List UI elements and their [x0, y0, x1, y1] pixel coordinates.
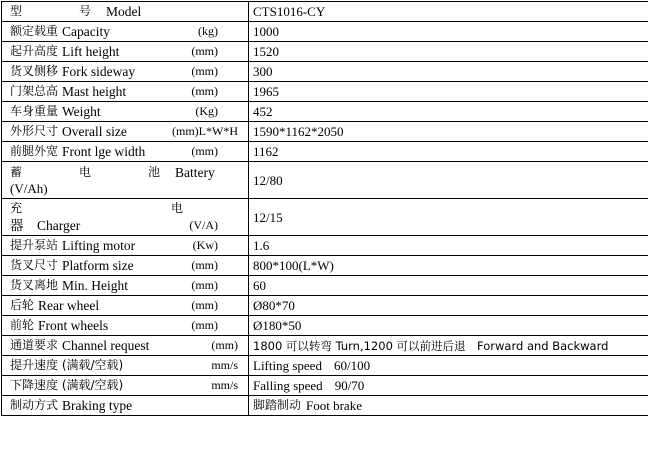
label-cn: 后轮 — [10, 298, 34, 313]
label-unit: mm/s — [211, 378, 244, 393]
label-cn: 货叉尺寸 — [10, 258, 58, 273]
row-label-front-wheels — [2, 316, 249, 336]
label-unit: (mm) — [191, 64, 244, 79]
table-row — [2, 336, 648, 356]
table-row — [2, 62, 648, 82]
label-en: Rear wheel — [38, 298, 99, 313]
table-row — [2, 256, 648, 276]
label-cn: 充 电 — [10, 201, 194, 216]
label-en: Braking type — [62, 398, 132, 413]
row-value-min-height: 60 — [249, 276, 648, 296]
row-label-lift-height — [2, 42, 249, 62]
value-cn: 脚踏制动 — [253, 398, 301, 413]
label-cn: 车身重量 — [10, 104, 58, 119]
label-unit: (mm)L*W*H — [172, 124, 244, 139]
label-unit: (Kw) — [193, 238, 244, 253]
table-row — [2, 102, 648, 122]
table-row — [2, 142, 648, 162]
label-en: Lifting motor — [62, 238, 135, 253]
label-cn: 前轮 — [10, 318, 34, 333]
row-value-platform-size: 800*100(L*W) — [249, 256, 648, 276]
table-row — [2, 122, 648, 142]
row-value-charger: 12/15 — [249, 199, 648, 236]
table-row — [2, 2, 648, 22]
label-cn: 下降速度 (满载/空载) — [10, 378, 123, 393]
row-label-battery — [2, 162, 249, 199]
row-label-mast-height — [2, 82, 249, 102]
table-row — [2, 22, 648, 42]
table-row — [2, 356, 648, 376]
label-en: Battery — [175, 165, 215, 180]
row-label-platform-size — [2, 256, 249, 276]
value-number: 90/70 — [335, 378, 365, 393]
row-value-battery: 12/80 — [249, 162, 648, 199]
row-value-rear-wheel: Ø80*70 — [249, 296, 648, 316]
row-value-braking-type — [249, 396, 648, 416]
label-cn: 外形尺寸 — [10, 124, 58, 139]
table-body — [2, 2, 648, 416]
label-en: Mast height — [62, 84, 126, 99]
row-label-front-leg-width — [2, 142, 249, 162]
label-unit: (mm) — [191, 278, 244, 293]
table-row — [2, 42, 648, 62]
label-unit: (V/Ah) — [6, 181, 244, 197]
row-label-weight — [2, 102, 249, 122]
table-row — [2, 396, 648, 416]
table-row — [2, 199, 648, 236]
table-row — [2, 162, 648, 199]
row-label-rear-wheel — [2, 296, 249, 316]
label-cn: 型 号 — [10, 4, 102, 19]
row-label-charger — [2, 199, 249, 236]
label-en: Front wheels — [38, 318, 108, 333]
row-value-front-wheels: Ø180*50 — [249, 316, 648, 336]
row-value-overall-size: 1590*1162*2050 — [249, 122, 648, 142]
label-cn: 货叉侧移 — [10, 64, 58, 79]
label-cn: 提升速度 (满载/空载) — [10, 358, 123, 373]
label-cn: 提升泵站 — [10, 238, 58, 253]
label-cn: 制动方式 — [10, 398, 58, 413]
label-unit: (mm) — [191, 144, 244, 159]
row-value-mast-height: 1965 — [249, 82, 648, 102]
table-row — [2, 376, 648, 396]
label-en: 器 Charger — [10, 218, 80, 233]
row-label-braking-type — [2, 396, 249, 416]
value-en: Foot brake — [306, 398, 362, 413]
row-value-capacity: 1000 — [249, 22, 648, 42]
row-value-front-leg-width: 1162 — [249, 142, 648, 162]
row-label-capacity — [2, 22, 249, 42]
label-unit: (mm) — [191, 258, 244, 273]
specification-table — [1, 1, 648, 416]
table-row — [2, 296, 648, 316]
row-value-fork-sideway: 300 — [249, 62, 648, 82]
label-unit: mm/s — [211, 358, 244, 373]
table-row — [2, 276, 648, 296]
value-number: 60/100 — [334, 358, 370, 373]
row-value-weight: 452 — [249, 102, 648, 122]
row-label-overall-size — [2, 122, 249, 142]
label-en: Front lge width — [62, 144, 145, 159]
label-en: Fork sideway — [62, 64, 135, 79]
label-en: Min. Height — [62, 278, 128, 293]
label-en: Overall size — [62, 124, 127, 139]
label-cn: 门架总高 — [10, 84, 58, 99]
label-unit: (mm) — [191, 298, 244, 313]
row-label-fork-sideway — [2, 62, 249, 82]
label-unit: (mm) — [191, 44, 244, 59]
row-label-channel-request — [2, 336, 249, 356]
label-en: Channel request — [62, 338, 149, 353]
row-label-falling-speed — [2, 376, 249, 396]
row-value-lifting-speed — [249, 356, 648, 376]
table-row — [2, 82, 648, 102]
label-cn: 前腿外宽 — [10, 144, 58, 159]
label-unit: (V/A) — [189, 218, 244, 233]
label-en: Weight — [62, 104, 101, 119]
row-value-model: CTS1016-CY — [249, 2, 648, 22]
row-value-lifting-motor: 1.6 — [249, 236, 648, 256]
label-unit: (mm) — [191, 84, 244, 99]
label-cn: 额定载重 — [10, 24, 58, 39]
label-en: Capacity — [62, 24, 110, 39]
label-unit: (mm) — [191, 318, 244, 333]
row-label-lifting-motor — [2, 236, 249, 256]
label-cn: 货叉离地 — [10, 278, 58, 293]
label-en: Lift height — [62, 44, 119, 59]
table-row — [2, 236, 648, 256]
value-label: Lifting speed — [253, 358, 322, 373]
label-en: Model — [106, 4, 141, 19]
table-row — [2, 316, 648, 336]
row-value-channel-request: 1800 可以转弯 Turn,1200 可以前进后退 Forward and Backward — [249, 336, 648, 356]
row-label-min-height — [2, 276, 249, 296]
label-unit: (mm) — [211, 338, 244, 353]
value-label: Falling speed — [253, 378, 323, 393]
row-label-lifting-speed — [2, 356, 249, 376]
label-cn: 起升高度 — [10, 44, 58, 59]
label-en: Platform size — [62, 258, 134, 273]
label-cn: 通道要求 — [10, 338, 58, 353]
label-cn: 蓄 电 池 — [10, 165, 171, 180]
label-unit: (kg) — [198, 24, 244, 39]
row-label-model — [2, 2, 249, 22]
row-value-falling-speed — [249, 376, 648, 396]
row-value-lift-height: 1520 — [249, 42, 648, 62]
label-unit: (Kg) — [195, 104, 244, 119]
